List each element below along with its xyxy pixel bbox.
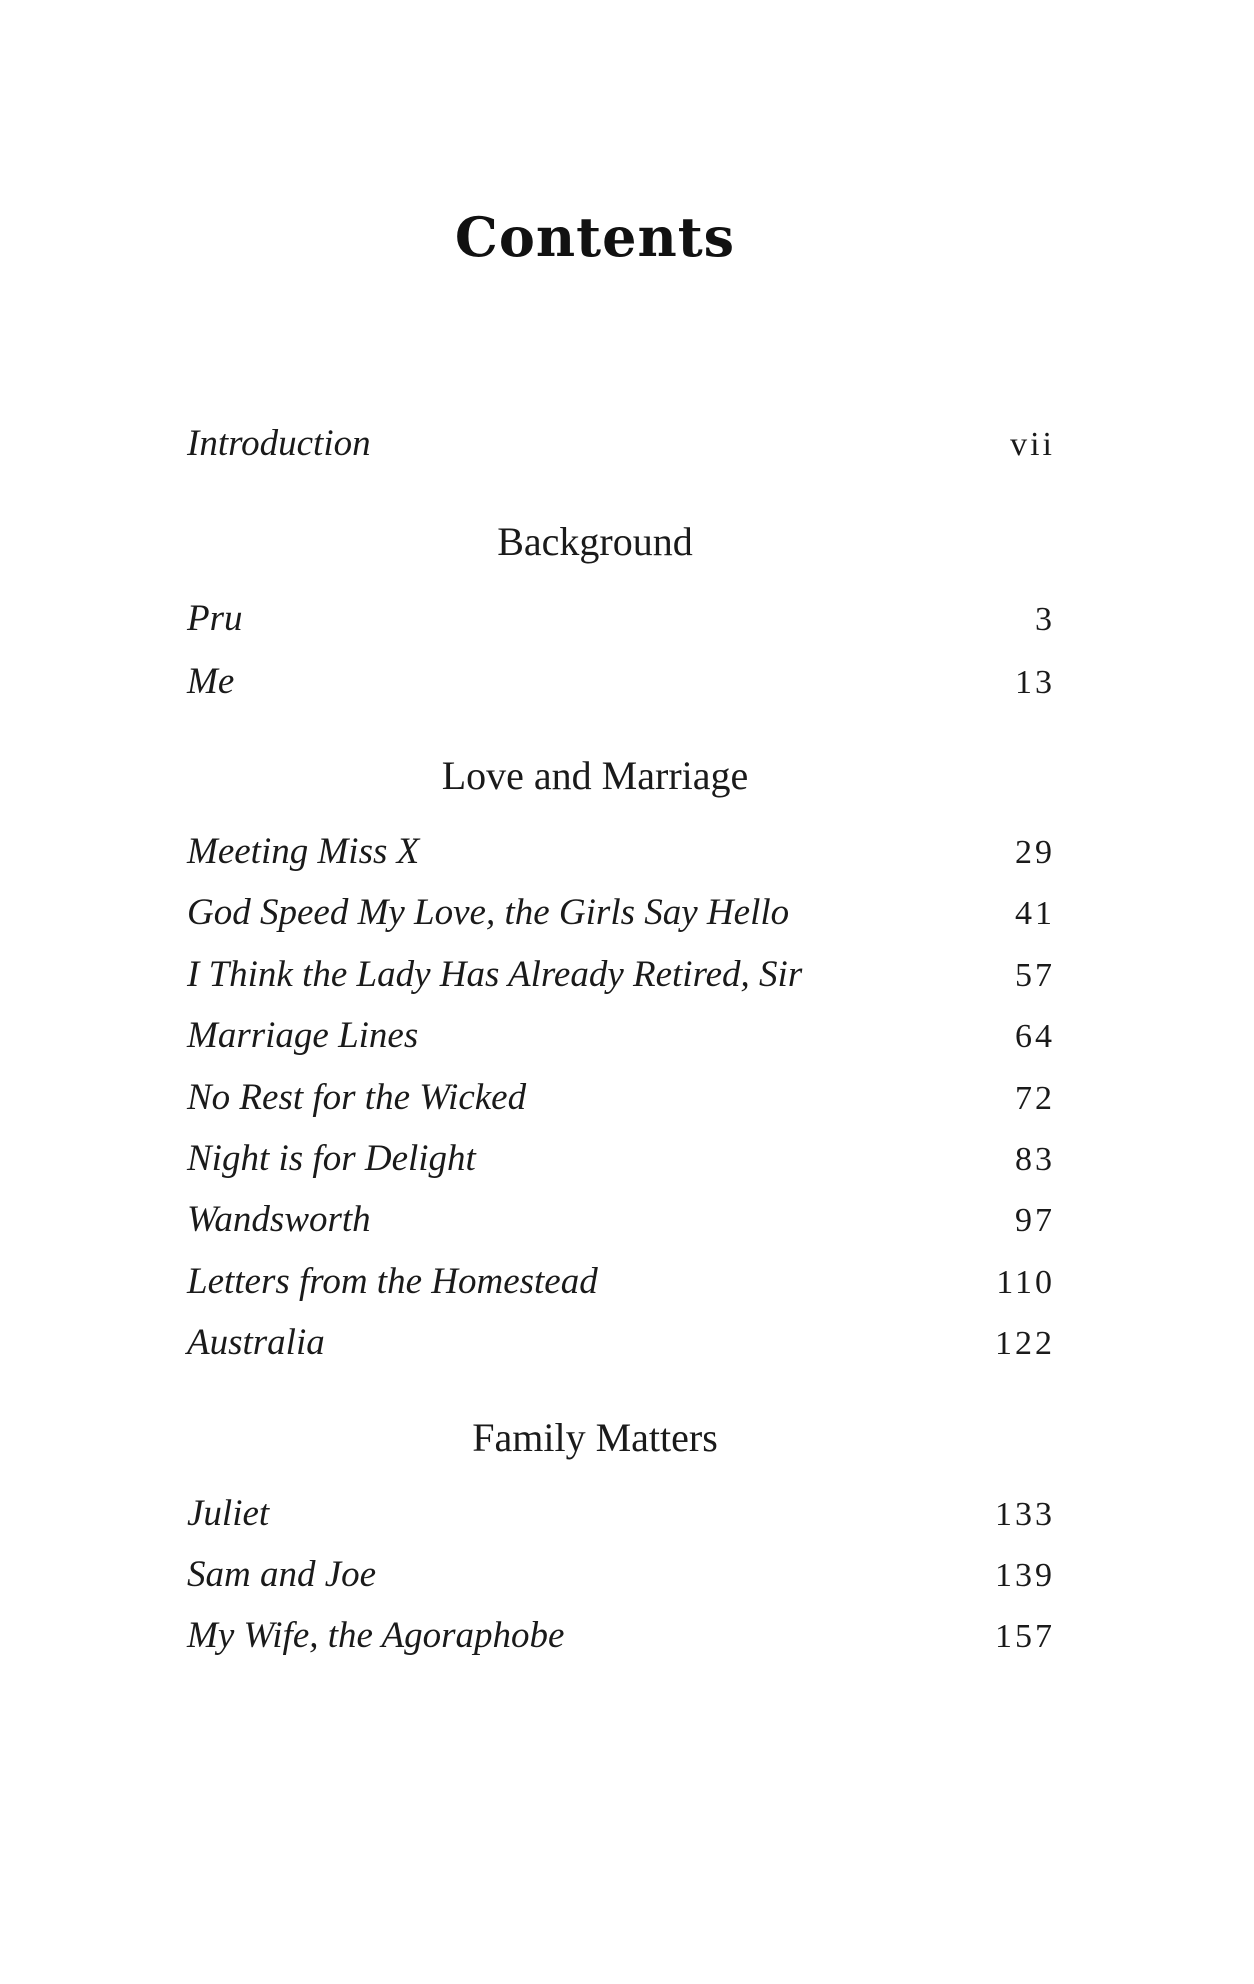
section-heading-background: Background [497, 519, 693, 564]
toc-entry[interactable] [187, 1614, 1055, 1664]
toc-entry[interactable] [187, 1137, 1055, 1187]
toc-entry-page: 41 [1015, 895, 1055, 932]
toc-entry-title: Juliet [187, 1493, 270, 1534]
toc-entry-title: Letters from the Homestead [187, 1261, 598, 1302]
toc-entry-page: 72 [1015, 1080, 1055, 1117]
toc-entry-title: Wandsworth [187, 1199, 371, 1240]
toc-entry-title: No Rest for the Wicked [187, 1077, 527, 1118]
toc-entry-title: Pru [187, 598, 243, 639]
toc-entry[interactable] [187, 1321, 1055, 1371]
toc-entry-page: 13 [1015, 664, 1055, 701]
toc-entry-page: 157 [995, 1618, 1055, 1655]
toc-entry[interactable] [187, 1260, 1055, 1310]
toc-entry[interactable] [187, 1492, 1055, 1542]
toc-entry[interactable] [187, 830, 1055, 880]
section-heading-love-and-marriage: Love and Marriage [441, 753, 749, 798]
toc-entry[interactable] [187, 597, 1055, 647]
page-title: Contents [454, 205, 736, 269]
toc-entry[interactable] [187, 1014, 1055, 1064]
toc-entry-title: God Speed My Love, the Girls Say Hello [187, 892, 790, 933]
toc-entry-page: 110 [996, 1264, 1055, 1301]
toc-entry-title: My Wife, the Agoraphobe [187, 1615, 565, 1656]
toc-entry[interactable] [187, 660, 1055, 710]
toc-entry-page: 97 [1015, 1202, 1055, 1239]
toc-entry-page: 83 [1015, 1141, 1055, 1178]
toc-entry-title: Night is for Delight [187, 1138, 476, 1179]
toc-entry-page: 139 [995, 1557, 1055, 1594]
toc-entry-page: vii [1010, 426, 1055, 463]
toc-entry-page: 29 [1015, 834, 1055, 871]
toc-entry-title: Meeting Miss X [187, 831, 420, 872]
section-heading-family-matters: Family Matters [472, 1415, 718, 1460]
toc-entry-page: 3 [1035, 601, 1055, 638]
toc-entry-page: 122 [995, 1325, 1055, 1362]
toc-entry-page: 133 [995, 1496, 1055, 1533]
toc-entry[interactable] [187, 1076, 1055, 1126]
toc-entry-title: Marriage Lines [187, 1015, 419, 1056]
toc-entry-title: I Think the Lady Has Already Retired, Sir [187, 954, 803, 995]
toc-entry-title: Sam and Joe [187, 1554, 377, 1595]
toc-entry-title: Me [187, 661, 235, 702]
toc-entry-title: Australia [187, 1322, 325, 1363]
toc-entry[interactable] [187, 1198, 1055, 1248]
toc-entry-introduction[interactable] [187, 422, 1055, 472]
toc-entry[interactable] [187, 1553, 1055, 1603]
toc-entry[interactable] [187, 891, 1055, 941]
toc-entry-page: 64 [1015, 1018, 1055, 1055]
toc-entry-page: 57 [1015, 957, 1055, 994]
toc-entry[interactable] [187, 953, 1055, 1003]
toc-entry-title: Introduction [187, 423, 371, 464]
